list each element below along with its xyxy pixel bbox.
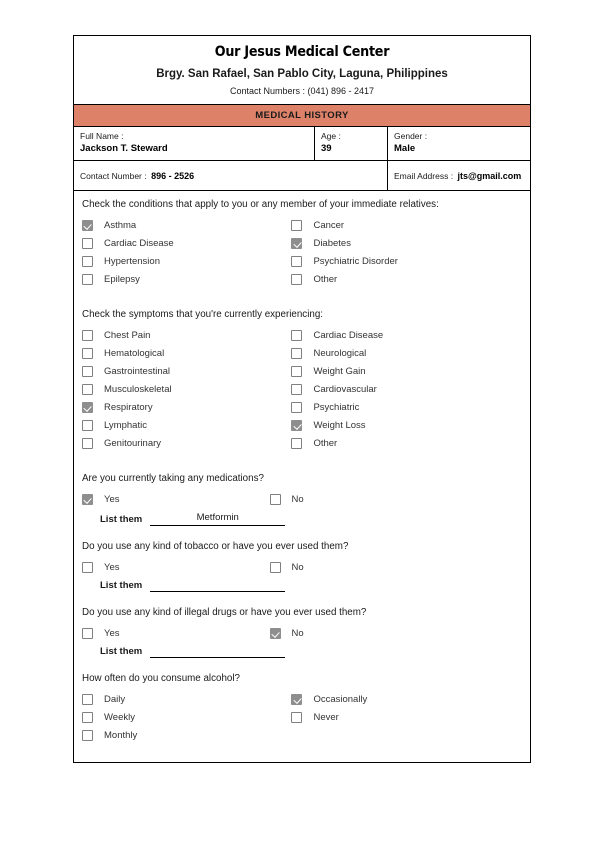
conditions-right-column: [291, 216, 526, 288]
checkbox-row-lymphatic[interactable]: [82, 416, 287, 434]
contact-number-cell: [74, 161, 388, 191]
checkbox-label-hematological: Hematological: [104, 347, 165, 359]
checkbox-label-occasionally: Occasionally: [313, 693, 368, 705]
checkbox-label-genitourinary: Genitourinary: [104, 437, 162, 449]
checkbox-label-medications-yes: Yes: [104, 493, 120, 505]
checkbox-label-symptom-cardiac-disease: Cardiac Disease: [313, 329, 384, 341]
gender-cell: [388, 127, 531, 160]
checkbox-row-daily[interactable]: [82, 690, 287, 708]
full-name-value: Jackson T. Steward: [80, 143, 168, 155]
checkbox-row-hypertension[interactable]: [82, 252, 287, 270]
checkbox-weight-gain[interactable]: [291, 366, 302, 377]
checkbox-medications-yes[interactable]: [82, 494, 93, 505]
checkbox-label-monthly: Monthly: [104, 729, 138, 741]
alcohol-right-column: [291, 690, 526, 726]
age-value: 39: [321, 143, 332, 155]
symptoms-right-column: [291, 326, 526, 452]
checkbox-label-hypertension: Hypertension: [104, 255, 160, 267]
checkbox-label-asthma: Asthma: [104, 219, 137, 231]
checkbox-row-weight-gain[interactable]: [291, 362, 526, 380]
checkbox-monthly[interactable]: [82, 730, 93, 741]
table-row: [74, 161, 530, 191]
checkbox-occasionally[interactable]: [291, 694, 302, 705]
checkbox-label-chest-pain: Chest Pain: [104, 329, 151, 341]
medical-history-banner: MEDICAL HISTORY: [74, 104, 530, 127]
alcohol-left-column: [82, 690, 287, 744]
checkbox-psychiatric-disorder[interactable]: [291, 256, 302, 267]
checkbox-label-weight-gain: Weight Gain: [313, 365, 366, 377]
clinic-address: Brgy. San Rafael, San Pablo City, Laguna, Philippines: [156, 67, 448, 80]
medications-section: [74, 472, 530, 526]
checkbox-weight-loss[interactable]: [291, 420, 302, 431]
symptoms-section: [74, 308, 530, 452]
checkbox-medications-no[interactable]: [270, 494, 281, 505]
checkbox-row-symptom-cardiac-disease[interactable]: [291, 326, 526, 344]
checkbox-label-diabetes: Diabetes: [313, 237, 351, 249]
checkbox-row-never[interactable]: [291, 708, 526, 726]
checkbox-row-hematological[interactable]: [82, 344, 287, 362]
checkbox-lymphatic[interactable]: [82, 420, 93, 431]
checkbox-row-epilepsy[interactable]: [82, 270, 287, 288]
checkbox-epilepsy[interactable]: [82, 274, 93, 285]
tobacco-question: Do you use any kind of tobacco or have you ever used them?: [82, 541, 349, 553]
checkbox-label-drugs-yes: Yes: [104, 627, 120, 639]
checkbox-label-lymphatic: Lymphatic: [104, 419, 147, 431]
checkbox-row-weekly[interactable]: [82, 708, 287, 726]
checkbox-label-symptoms-other: Other: [313, 437, 338, 449]
checkbox-label-cancer: Cancer: [313, 219, 345, 231]
clinic-name: Our Jesus Medical Center: [214, 44, 390, 60]
checkbox-label-weight-loss: Weight Loss: [313, 419, 366, 431]
tobacco-section: [74, 540, 530, 592]
medications-list-label: List them: [100, 513, 143, 525]
checkbox-cancer[interactable]: [291, 220, 302, 231]
checkbox-row-respiratory[interactable]: [82, 398, 287, 416]
checkbox-diabetes[interactable]: [291, 238, 302, 249]
gender-label: Gender :: [394, 131, 428, 142]
checkbox-label-cardiac-disease: Cardiac Disease: [104, 237, 174, 249]
checkbox-never[interactable]: [291, 712, 302, 723]
table-row: [74, 127, 530, 160]
checkbox-row-diabetes[interactable]: [291, 234, 526, 252]
checkbox-cardiac-disease[interactable]: [82, 238, 93, 249]
checkbox-row-monthly[interactable]: [82, 726, 287, 744]
checkbox-label-epilepsy: Epilepsy: [104, 273, 140, 285]
checkbox-label-musculoskeletal: Musculoskeletal: [104, 383, 172, 395]
symptoms-left-column: [82, 326, 287, 452]
tobacco-list-label: List them: [100, 579, 143, 591]
patient-info-table: [74, 127, 530, 191]
checkbox-respiratory[interactable]: [82, 402, 93, 413]
checkbox-neurological[interactable]: [291, 348, 302, 359]
checkbox-label-medications-no: No: [291, 493, 304, 505]
checkbox-row-psychiatric[interactable]: [291, 398, 526, 416]
checkbox-label-neurological: Neurological: [313, 347, 367, 359]
checkbox-row-cardiovascular[interactable]: [291, 380, 526, 398]
checkbox-label-drugs-no: No: [291, 627, 304, 639]
checkbox-gastrointestinal[interactable]: [82, 366, 93, 377]
gender-value: Male: [394, 143, 416, 155]
checkbox-genitourinary[interactable]: [82, 438, 93, 449]
checkbox-label-conditions-other: Other: [313, 273, 338, 285]
checkbox-symptom-cardiac-disease[interactable]: [291, 330, 302, 341]
checkbox-row-neurological[interactable]: [291, 344, 526, 362]
checkbox-conditions-other[interactable]: [291, 274, 302, 285]
checkbox-row-asthma[interactable]: [82, 216, 287, 234]
checkbox-chest-pain[interactable]: [82, 330, 93, 341]
conditions-left-column: [82, 216, 287, 288]
checkbox-label-weekly: Weekly: [104, 711, 135, 723]
checkbox-row-cardiac-disease[interactable]: [82, 234, 287, 252]
checkbox-row-conditions-other[interactable]: [291, 270, 526, 288]
checkbox-weekly[interactable]: [82, 712, 93, 723]
checkbox-asthma[interactable]: [82, 220, 93, 231]
checkbox-daily[interactable]: [82, 694, 93, 705]
drugs-list-input[interactable]: [150, 646, 285, 658]
medications-list-input[interactable]: Metformin: [150, 512, 285, 526]
checkbox-musculoskeletal[interactable]: [82, 384, 93, 395]
alcohol-question: How often do you consume alcohol?: [82, 673, 240, 685]
checkbox-row-psychiatric-disorder[interactable]: [291, 252, 526, 270]
checkbox-row-weight-loss[interactable]: [291, 416, 526, 434]
checkbox-cardiovascular[interactable]: [291, 384, 302, 395]
checkbox-hypertension[interactable]: [82, 256, 93, 267]
checkbox-label-cardiovascular: Cardiovascular: [313, 383, 377, 395]
checkbox-row-symptoms-other[interactable]: [291, 434, 526, 452]
conditions-section: [74, 198, 530, 288]
contact-number-label: Contact Number :: [80, 171, 147, 182]
symptoms-question: Check the symptoms that you're currently experiencing:: [82, 309, 324, 321]
tobacco-list-input[interactable]: [150, 580, 285, 592]
clinic-contact-numbers: Contact Numbers : (041) 896 - 2417: [229, 85, 375, 96]
email-cell: [388, 161, 531, 191]
checkbox-row-gastrointestinal[interactable]: [82, 362, 287, 380]
checkbox-row-occasionally[interactable]: [291, 690, 526, 708]
checkbox-drugs-no[interactable]: [270, 628, 281, 639]
checkbox-row-genitourinary[interactable]: [82, 434, 287, 452]
checkbox-label-psychiatric: Psychiatric: [313, 401, 360, 413]
full-name-cell: [74, 127, 315, 160]
checkbox-label-gastrointestinal: Gastrointestinal: [104, 365, 171, 377]
checkbox-drugs-yes[interactable]: [82, 628, 93, 639]
drugs-list-label: List them: [100, 645, 143, 657]
checkbox-symptoms-other[interactable]: [291, 438, 302, 449]
age-cell: [315, 127, 388, 160]
age-label: Age :: [321, 131, 341, 142]
illegal-drugs-question: Do you use any kind of illegal drugs or have you ever used them?: [82, 607, 367, 619]
checkbox-tobacco-no[interactable]: [270, 562, 281, 573]
checkbox-label-never: Never: [313, 711, 339, 723]
checkbox-label-respiratory: Respiratory: [104, 401, 153, 413]
checkbox-label-tobacco-yes: Yes: [104, 561, 120, 573]
conditions-question: Check the conditions that apply to you or any member of your immediate relatives:: [82, 199, 439, 211]
checkbox-row-musculoskeletal[interactable]: [82, 380, 287, 398]
checkbox-tobacco-yes[interactable]: [82, 562, 93, 573]
full-name-label: Full Name :: [80, 131, 124, 142]
email-value: jts@gmail.com: [457, 171, 522, 182]
checkbox-label-psychiatric-disorder: Psychiatric Disorder: [313, 255, 398, 267]
medical-history-form: [73, 35, 531, 763]
checkbox-psychiatric[interactable]: [291, 402, 302, 413]
email-label: Email Address :: [394, 171, 454, 182]
medications-question: Are you currently taking any medications?: [82, 473, 264, 485]
form-header: [74, 36, 530, 104]
checkbox-hematological[interactable]: [82, 348, 93, 359]
illegal-drugs-section: [74, 606, 530, 658]
checkbox-label-tobacco-no: No: [291, 561, 304, 573]
alcohol-section: [74, 672, 530, 744]
checkbox-row-chest-pain[interactable]: [82, 326, 287, 344]
checkbox-label-daily: Daily: [104, 693, 126, 705]
checkbox-row-cancer[interactable]: [291, 216, 526, 234]
contact-number-value: 896 - 2526: [151, 171, 195, 182]
